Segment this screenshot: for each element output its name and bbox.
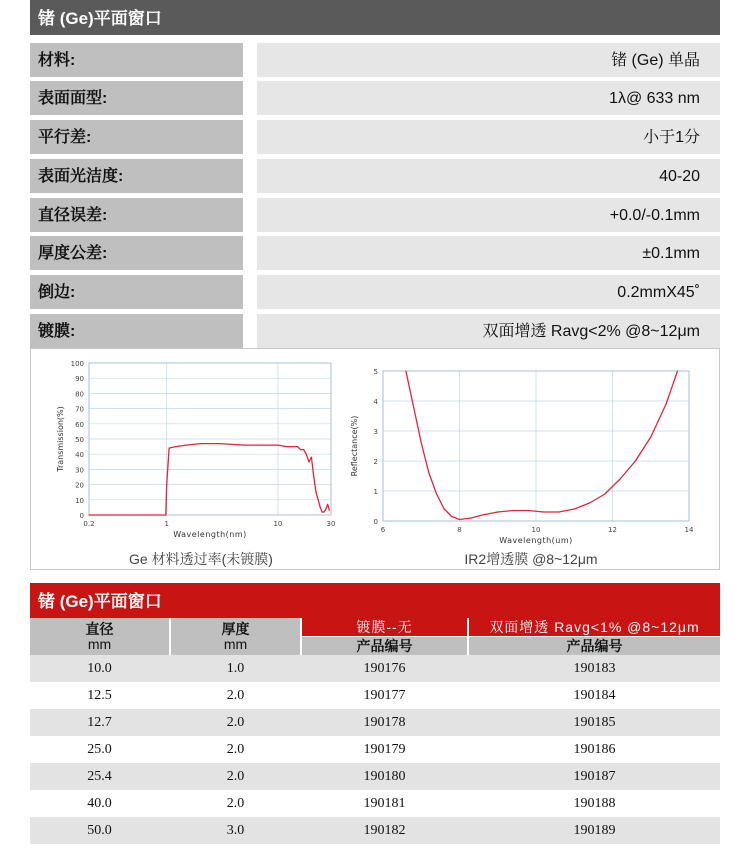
data-point bbox=[244, 445, 245, 446]
data-point bbox=[186, 445, 187, 446]
cell-diameter: 10.0 bbox=[87, 661, 112, 676]
data-point bbox=[267, 445, 268, 446]
transmission-chart bbox=[41, 349, 351, 549]
y-tick-label: 50 bbox=[75, 436, 84, 444]
cell-product-code-ar: 190188 bbox=[573, 796, 616, 811]
x-tick-label: 8 bbox=[457, 526, 462, 534]
table-row bbox=[30, 709, 720, 736]
cell-thickness: 2.0 bbox=[226, 715, 245, 730]
table-row bbox=[30, 682, 720, 709]
spec-label: 直径误差: bbox=[30, 198, 243, 232]
data-point bbox=[604, 493, 605, 494]
y-tick-label: 2 bbox=[373, 458, 378, 466]
header-product-code-ar: 产品编号 bbox=[566, 638, 623, 654]
data-point bbox=[166, 484, 167, 485]
spec-row-parallelism bbox=[30, 120, 720, 154]
cell-product-code: 190182 bbox=[363, 823, 406, 838]
header-thickness-unit: mm bbox=[223, 636, 248, 652]
cell-diameter: 40.0 bbox=[87, 796, 112, 811]
product-table-header bbox=[30, 618, 720, 655]
data-point bbox=[329, 510, 330, 511]
data-point bbox=[88, 514, 89, 515]
data-point bbox=[306, 454, 307, 455]
spec-row-thickness-tolerance bbox=[30, 236, 720, 270]
header-thickness bbox=[171, 618, 300, 655]
reflectance-caption: IR2增透膜 @8~12μm bbox=[464, 551, 598, 567]
data-point bbox=[320, 507, 321, 508]
x-axis-label: Wavelength(nm) bbox=[173, 530, 247, 539]
data-point bbox=[175, 446, 176, 447]
cell-product-code-ar: 190189 bbox=[573, 823, 616, 838]
x-tick-label: 12 bbox=[608, 526, 617, 534]
cell-product-code-ar: 190183 bbox=[573, 661, 616, 676]
table-row bbox=[30, 763, 720, 790]
y-tick-label: 4 bbox=[373, 398, 378, 406]
spec-label: 表面光洁度: bbox=[30, 159, 243, 193]
y-axis-label: Transmission(%) bbox=[56, 406, 65, 472]
data-point bbox=[311, 457, 312, 458]
cell-thickness: 2.0 bbox=[226, 796, 245, 811]
data-point bbox=[470, 517, 471, 518]
data-point bbox=[413, 406, 414, 407]
data-point bbox=[666, 403, 667, 404]
data-point bbox=[318, 499, 319, 500]
y-tick-label: 90 bbox=[75, 375, 84, 384]
spec-label: 倒边: bbox=[30, 275, 243, 309]
data-point bbox=[589, 502, 590, 503]
table-row bbox=[30, 790, 720, 817]
data-point bbox=[315, 492, 316, 493]
x-tick-label: 10 bbox=[531, 526, 541, 534]
y-tick-label: 1 bbox=[373, 488, 378, 496]
data-point bbox=[297, 446, 298, 447]
spec-value: 1λ@ 633 nm bbox=[257, 81, 720, 115]
x-axis-label: Wavelength(um) bbox=[499, 536, 573, 545]
cell-thickness: 2.0 bbox=[226, 742, 245, 757]
data-point bbox=[497, 511, 498, 512]
data-point bbox=[444, 508, 445, 509]
reflectance-chart bbox=[351, 349, 711, 549]
x-tick-label: 1 bbox=[164, 520, 169, 528]
cell-thickness: 2.0 bbox=[226, 769, 245, 784]
header-diameter-unit: mm bbox=[87, 636, 112, 652]
cell-product-code: 190181 bbox=[363, 796, 406, 811]
data-point bbox=[322, 511, 323, 512]
data-point bbox=[451, 516, 452, 517]
cell-product-code-ar: 190187 bbox=[573, 769, 616, 784]
spec-row-material bbox=[30, 43, 720, 77]
data-point bbox=[574, 508, 575, 509]
x-tick-label: 30 bbox=[326, 520, 336, 528]
x-tick-label: 10 bbox=[273, 520, 283, 528]
spec-value: +0.0/-0.1mm bbox=[257, 198, 720, 232]
data-point bbox=[200, 443, 201, 444]
spec-value: 0.2mmX45˚ bbox=[257, 275, 720, 309]
product-table-title: 锗 (Ge)平面窗口 bbox=[30, 583, 720, 618]
data-point bbox=[303, 449, 304, 450]
chart-panel bbox=[30, 348, 720, 570]
cell-thickness: 2.0 bbox=[226, 688, 245, 703]
y-tick-label: 70 bbox=[75, 405, 84, 414]
table-row bbox=[30, 817, 720, 844]
cell-diameter: 12.5 bbox=[87, 688, 112, 703]
header-coating-none: 镀膜--无 bbox=[302, 618, 467, 636]
data-point bbox=[620, 478, 621, 479]
spec-row-surface-quality bbox=[30, 159, 720, 193]
spec-label: 材料: bbox=[30, 43, 243, 77]
data-point bbox=[325, 508, 326, 509]
cell-diameter: 25.0 bbox=[87, 742, 112, 757]
cell-product-code-ar: 190184 bbox=[573, 688, 616, 703]
y-tick-label: 40 bbox=[75, 451, 84, 460]
data-point bbox=[558, 511, 559, 512]
data-point bbox=[324, 511, 325, 512]
spec-label: 厚度公差: bbox=[30, 236, 243, 270]
data-point bbox=[219, 443, 220, 444]
data-point bbox=[421, 442, 422, 443]
spec-row-coating bbox=[30, 314, 720, 348]
y-tick-label: 80 bbox=[75, 390, 84, 399]
cell-product-code: 190178 bbox=[363, 715, 406, 730]
header-diameter bbox=[30, 618, 169, 655]
header-diameter-name: 直径 bbox=[85, 621, 114, 637]
data-point bbox=[650, 436, 651, 437]
data-point bbox=[543, 511, 544, 512]
cell-diameter: 50.0 bbox=[87, 823, 112, 838]
cell-diameter: 25.4 bbox=[87, 769, 112, 784]
data-point bbox=[165, 514, 166, 515]
header-thickness-name: 厚度 bbox=[221, 621, 250, 637]
y-tick-label: 3 bbox=[373, 428, 378, 436]
y-tick-label: 0 bbox=[373, 518, 378, 526]
spec-label: 镀膜: bbox=[30, 314, 243, 348]
page-title: 锗 (Ge)平面窗口 bbox=[30, 0, 720, 35]
cell-product-code: 190177 bbox=[363, 688, 406, 703]
data-point bbox=[482, 514, 483, 515]
data-point bbox=[327, 504, 328, 505]
header-coating-ar: 双面增透 Ravg<1% @8~12μm bbox=[469, 618, 720, 636]
x-tick-label: 6 bbox=[380, 526, 386, 534]
data-point bbox=[133, 514, 134, 515]
spec-label: 平行差: bbox=[30, 120, 243, 154]
data-point bbox=[528, 510, 529, 511]
data-point bbox=[677, 370, 678, 371]
cell-diameter: 12.7 bbox=[87, 715, 112, 730]
header-product-code: 产品编号 bbox=[356, 638, 413, 654]
x-tick-label: 14 bbox=[684, 526, 694, 534]
spec-row-bevel bbox=[30, 275, 720, 309]
y-tick-label: 10 bbox=[75, 496, 84, 505]
cell-product-code: 190180 bbox=[363, 769, 406, 784]
cell-product-code-ar: 190185 bbox=[573, 715, 616, 730]
data-point bbox=[313, 476, 314, 477]
data-point bbox=[277, 445, 278, 446]
spec-value: 双面增透 Ravg<2% @8~12μm bbox=[257, 314, 720, 348]
spec-value: 锗 (Ge) 单晶 bbox=[257, 43, 720, 77]
data-point bbox=[513, 510, 514, 511]
y-axis-label: Reflectance(%) bbox=[350, 415, 359, 477]
data-point bbox=[286, 446, 287, 447]
x-tick-label: 0.2 bbox=[83, 520, 95, 528]
spec-row-surface-figure bbox=[30, 81, 720, 115]
data-point bbox=[436, 493, 437, 494]
header-divider bbox=[302, 636, 720, 637]
cell-product-code-ar: 190186 bbox=[573, 742, 616, 757]
y-tick-label: 0 bbox=[79, 512, 84, 520]
data-point bbox=[459, 519, 460, 520]
spec-value: 小于1分 bbox=[257, 120, 720, 154]
spec-row-diameter-tolerance bbox=[30, 198, 720, 232]
spec-label: 表面面型: bbox=[30, 81, 243, 115]
data-line bbox=[406, 371, 678, 520]
y-tick-label: 30 bbox=[75, 466, 84, 475]
data-point bbox=[300, 449, 301, 450]
data-point bbox=[635, 460, 636, 461]
transmission-caption: Ge 材料透过率(未镀膜) bbox=[129, 551, 273, 567]
y-tick-label: 60 bbox=[75, 420, 84, 429]
cell-product-code: 190179 bbox=[363, 742, 406, 757]
cell-product-code: 190176 bbox=[363, 661, 406, 676]
cell-thickness: 1.0 bbox=[226, 661, 245, 676]
spec-value: ±0.1mm bbox=[257, 236, 720, 270]
cell-thickness: 3.0 bbox=[226, 823, 245, 838]
spec-value: 40-20 bbox=[257, 159, 720, 193]
data-point bbox=[169, 448, 170, 449]
data-point bbox=[428, 472, 429, 473]
table-row bbox=[30, 655, 720, 682]
table-row bbox=[30, 736, 720, 763]
y-tick-label: 20 bbox=[75, 481, 84, 490]
y-tick-label: 5 bbox=[373, 368, 378, 376]
data-point bbox=[308, 461, 309, 462]
data-point bbox=[405, 370, 406, 371]
y-tick-label: 100 bbox=[70, 360, 84, 368]
